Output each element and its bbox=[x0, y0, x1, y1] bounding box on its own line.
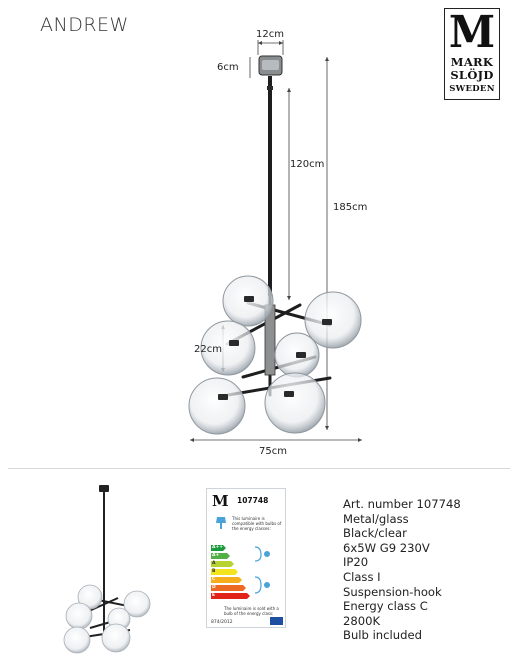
energy-class-letter: A++ bbox=[212, 545, 224, 550]
energy-label-compat-text: This luminaire is compatible with bulbs of the energy classes: bbox=[232, 516, 282, 531]
dim-globe-diameter: 22cm bbox=[194, 344, 222, 355]
energy-class-bar bbox=[211, 561, 231, 567]
product-title: ANDREW bbox=[40, 14, 129, 36]
brand-logo-word-1: MARK bbox=[450, 55, 494, 69]
dim-total-width: 75cm bbox=[259, 446, 287, 457]
lamp-icon bbox=[215, 515, 227, 531]
energy-class-bar bbox=[211, 585, 243, 591]
energy-label bbox=[206, 488, 286, 628]
spec-color: Black/clear bbox=[343, 526, 407, 541]
dim-canopy-width: 12cm bbox=[256, 29, 284, 40]
spec-bulbs: 6x5W G9 230V bbox=[343, 540, 430, 555]
spec-energy-class: Energy class C bbox=[343, 599, 428, 614]
energy-class-letter: A+ bbox=[212, 553, 220, 558]
energy-class-letter: E bbox=[212, 593, 216, 598]
energy-label-sold-text: The luminaire is sold with a bulb of the energy class: bbox=[224, 606, 279, 616]
spec-material: Metal/glass bbox=[343, 511, 409, 526]
brand-logo-word-3: SWEDEN bbox=[449, 84, 495, 94]
energy-class-bar bbox=[211, 593, 247, 599]
energy-class-bar bbox=[211, 545, 223, 551]
spec-ip-rating: IP20 bbox=[343, 555, 369, 570]
section-divider bbox=[8, 468, 510, 469]
energy-label-regulation: 874/2012 bbox=[211, 620, 233, 625]
energy-class-bar bbox=[211, 577, 239, 583]
spec-class: Class I bbox=[343, 569, 381, 584]
spec-bulb-included: Bulb included bbox=[343, 628, 422, 643]
energy-class-bar bbox=[211, 569, 235, 575]
pendant-photo bbox=[60, 480, 160, 660]
bulb-class-brackets bbox=[253, 545, 275, 601]
product-specs bbox=[343, 497, 461, 643]
brand-logo-word-2: SLÖJD bbox=[450, 68, 494, 82]
spec-article-number: Art. number 107748 bbox=[343, 497, 461, 511]
dim-rod-length: 120cm bbox=[290, 159, 325, 170]
spec-color-temperature: 2800K bbox=[343, 613, 381, 628]
brand-logo-monogram: M bbox=[448, 7, 496, 58]
energy-class-letter: D bbox=[212, 585, 216, 590]
energy-label-article: 107748 bbox=[237, 496, 269, 505]
energy-class-bar bbox=[211, 553, 227, 559]
dim-canopy-height: 6cm bbox=[217, 62, 239, 73]
energy-class-letter: B bbox=[212, 569, 216, 574]
dim-total-height: 185cm bbox=[333, 202, 368, 213]
spec-mounting: Suspension-hook bbox=[343, 584, 442, 599]
energy-class-letter: C bbox=[212, 577, 216, 582]
eu-flag-icon bbox=[270, 617, 283, 625]
energy-class-letter: A bbox=[212, 561, 216, 566]
energy-label-logo: M bbox=[212, 492, 229, 510]
